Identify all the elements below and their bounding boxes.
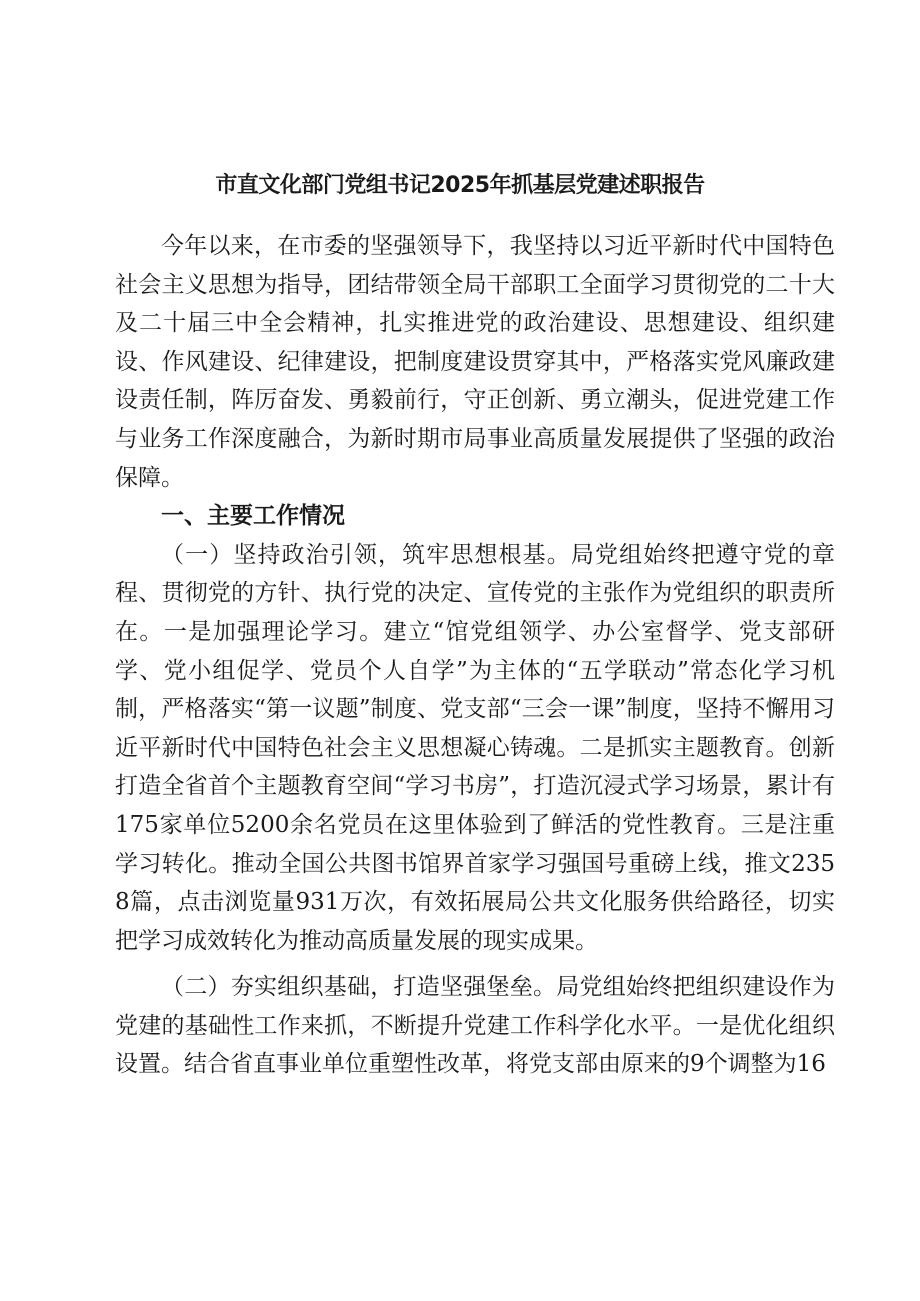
intro-paragraph: 今年以来，在市委的坚强领导下，我坚持以习近平新时代中国特色社会主义思想为指导，团结带领全局干部职工全面学习贯彻党的二十大及二十届三中全会精神，扎实推进党的政治建设、思想建设、组织建设、作风建设、纪律建设，把制度建设贯穿其中，严格落实党风廉政建设责任制，阵厉奋发、勇毅前行，守正创新、勇立潮头，促进党建工作与业务工作深度融合，为新时期市局事业高质量发展提供了坚强的政治保障。	[115, 233, 835, 491]
document-body	[115, 227, 835, 1084]
section-paragraph-1: （一）坚持政治引领，筑牢思想根基。局党组始终把遵守党的章程、贯彻党的方针、执行党的决定、宣传党的主张作为党组织的职责所在。一是加强理论学习。建立“馆党组领学、办公室督学、党支部研学、党小组促学、党员个人自学”为主体的“五学联动”常态化学习机制，严格落实“第一议题”制度、党支部“三会一课”制度，坚持不懈用习近平新时代中国特色社会主义思想凝心铸魂。二是抓实主题教育。创新打造全省首个主题教育空间“学习书房”，打造沉浸式学习场景，累计有175家单位5200余名党员在这里体验到了鲜活的党性教育。三是注重学习转化。推动全国公共图书馆界首家学习强国号重磅上线，推文2358篇，点击浏览量931万次，有效拓展局公共文化服务供给路径，切实把学习成效转化为推动高质量发展的现实成果。	[115, 541, 835, 954]
section-paragraph-2: （二）夯实组织基础，打造坚强堡垒。局党组始终把组织建设作为党建的基础性工作来抓，不断提升党建工作科学化水平。一是优化组织设置。结合省直事业单位重塑性改革，将党支部由原来的9个调整为16	[115, 974, 835, 1078]
paragraph-gap	[115, 960, 835, 968]
section-heading: 一、主要工作情况	[161, 503, 345, 530]
document-title: 市直文化部门党组书记2025年抓基层党建述职报告	[215, 173, 705, 198]
